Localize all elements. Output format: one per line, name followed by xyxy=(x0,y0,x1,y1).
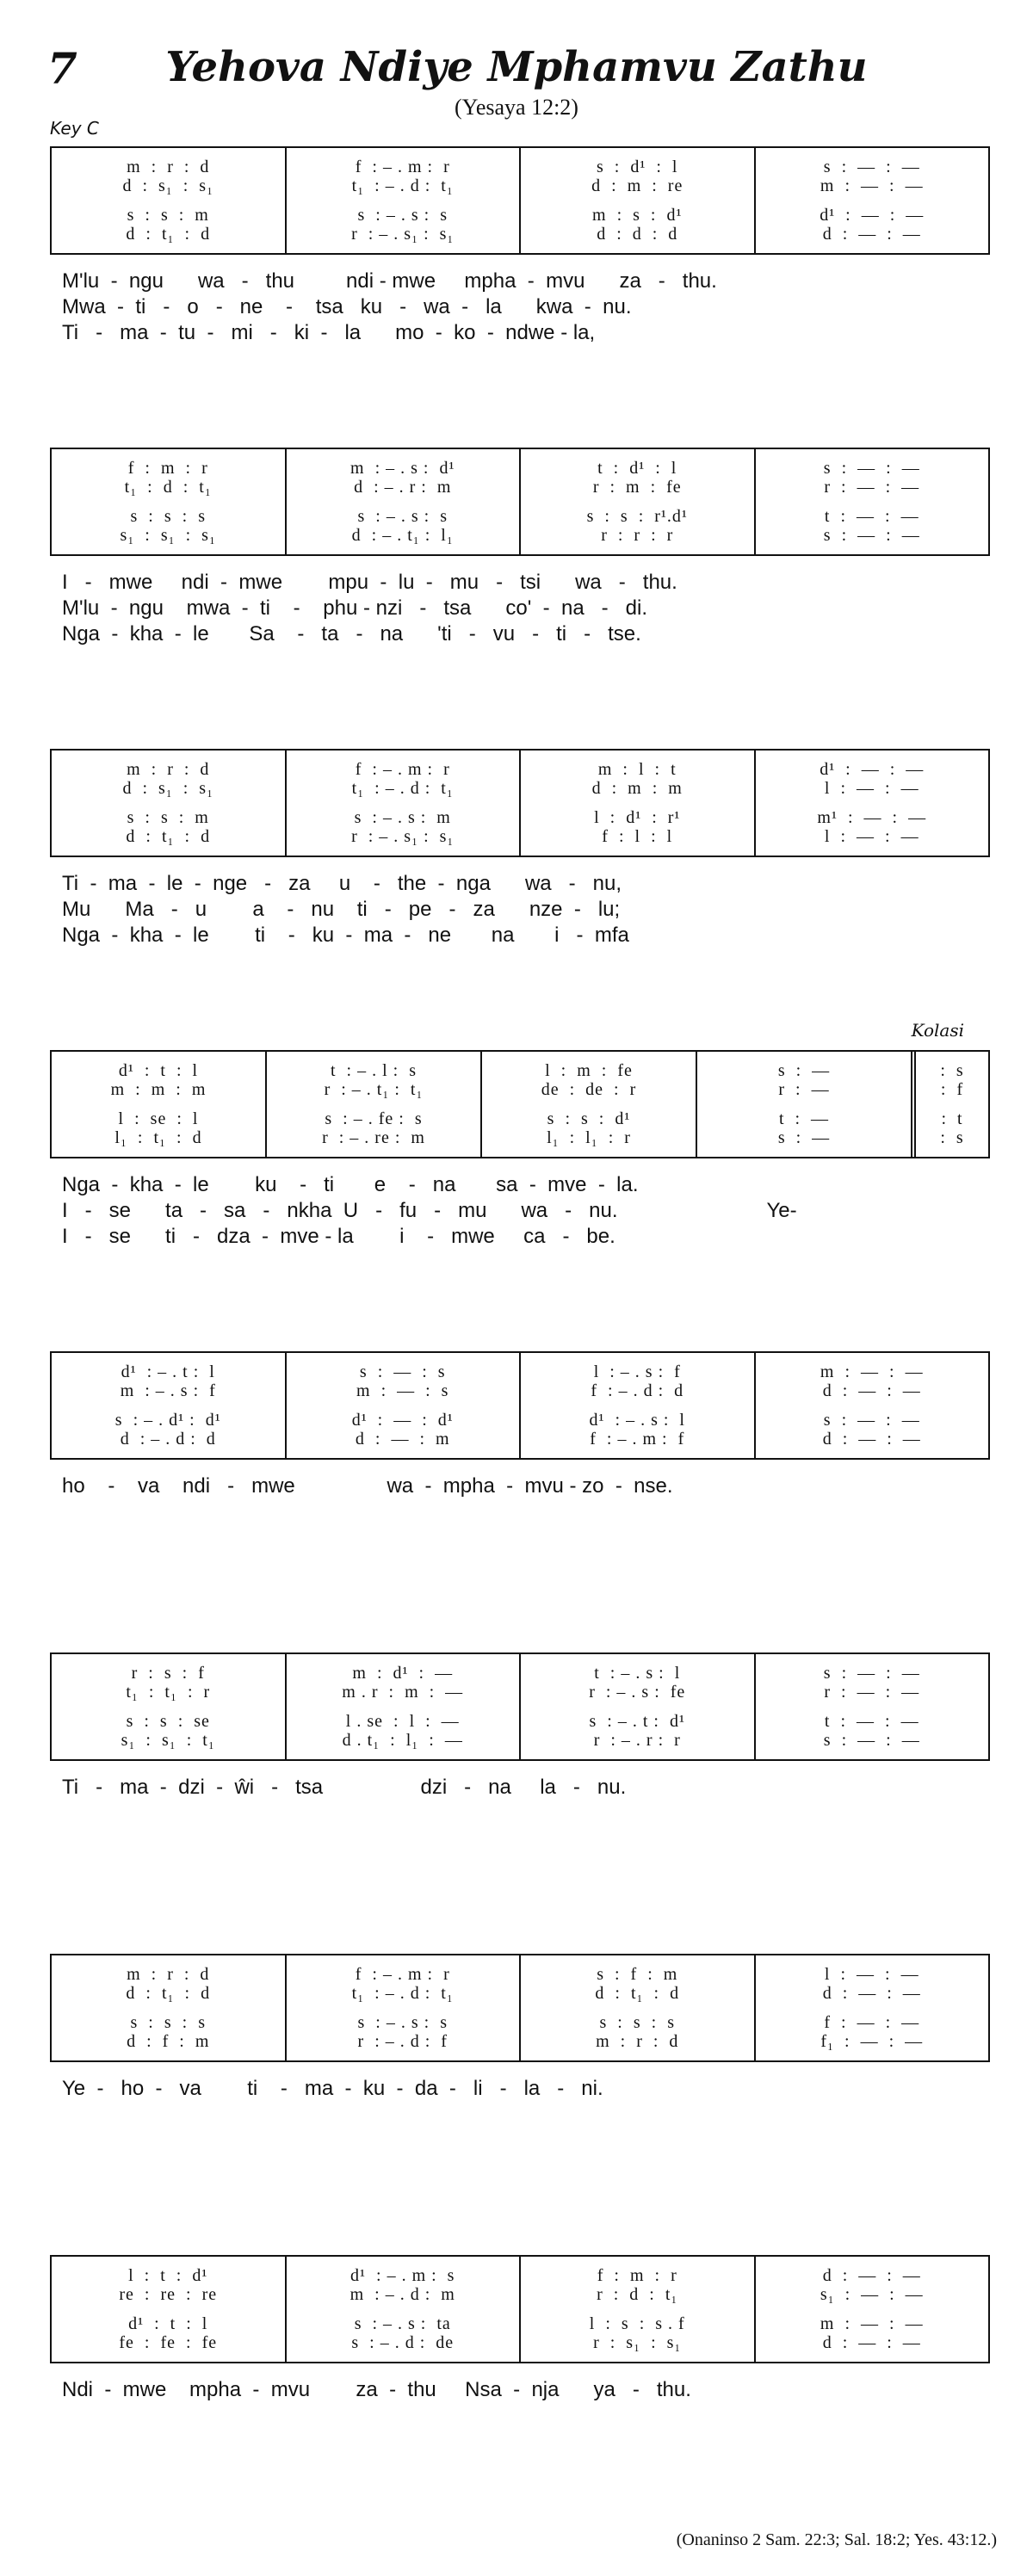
voice-row: l : t : d¹ xyxy=(128,2266,208,2285)
voice-row: s : – . s : m xyxy=(354,808,451,827)
voice-row: d : — : m xyxy=(355,1430,450,1449)
voice-row: s : s : s xyxy=(130,2013,206,2032)
voice-row: m : – . s : d¹ xyxy=(350,459,455,478)
voice-row: r : – . s₁ : s₁ xyxy=(351,225,455,244)
voice-row: l : m : fe xyxy=(545,1061,633,1080)
voice-row: d : t₁ : d xyxy=(595,1984,680,2003)
voice-row: m : r : d xyxy=(127,1965,210,1984)
voice-row: fe : fe : fe xyxy=(119,2333,218,2352)
voice-row: f : – . m : f xyxy=(590,1430,685,1449)
voice-row: s : s : m xyxy=(127,206,209,225)
voice-row: s : – . s : s xyxy=(357,507,448,526)
measure xyxy=(52,1955,285,2060)
lyric-line: Ye - ho - va ti - ma - ku - da - li - la - ni. xyxy=(62,2077,603,2100)
voice-row: d : m : m xyxy=(591,779,683,798)
voice-row: r : m : fe xyxy=(592,478,682,497)
voice-row: m : – . d : m xyxy=(349,2285,455,2304)
lyric-line: Ndi - mwe mpha - mvu za - thu Nsa - nja ya - thu. xyxy=(62,2378,691,2401)
voice-row: t : — xyxy=(778,1109,830,1128)
lyric-line: Nga - kha - le ti - ku - ma - ne na i - mfa xyxy=(62,924,629,947)
music-system xyxy=(50,1954,990,2102)
voice-row: d¹ : – . s : l xyxy=(589,1411,685,1430)
measure xyxy=(754,1654,989,1759)
voice-row: : t xyxy=(941,1109,963,1128)
music-system xyxy=(50,448,990,647)
lyric-line: Nga - kha - le Sa - ta - na 'ti - vu - ti - tse. xyxy=(62,622,641,646)
voice-row: l : s : s . f xyxy=(589,2314,685,2333)
voice-row: de : de : r xyxy=(541,1080,637,1099)
measure xyxy=(52,2257,285,2362)
measure xyxy=(519,148,754,253)
voice-row: f : – . m : r xyxy=(355,760,450,779)
music-system xyxy=(50,146,990,346)
measure xyxy=(754,148,989,253)
hymn-title: Yehova Ndiye Mphamvu Zathu xyxy=(165,43,868,91)
measure xyxy=(696,1052,911,1157)
voice-row: r : s₁ : s₁ xyxy=(593,2333,682,2352)
solfa-staff xyxy=(50,448,990,556)
voice-row: t : – . l : s xyxy=(330,1061,417,1080)
voice-row: s : – . s : s xyxy=(357,2013,448,2032)
voice-row: f : – . d : d xyxy=(591,1381,684,1400)
music-system xyxy=(50,1652,990,1801)
voice-row: d : t₁ : d xyxy=(126,1984,211,2003)
voice-row: f : — : — xyxy=(824,2013,920,2032)
voice-row: s : s : se xyxy=(126,1712,210,1731)
lyric-line: I - se ti - dza - mve - la i - mwe ca - be. xyxy=(62,1225,615,1248)
voice-row: d : – . r : m xyxy=(354,478,452,497)
measure xyxy=(519,1654,754,1759)
voice-row: : f xyxy=(940,1080,964,1099)
lyric-line: Mu Ma - u a - nu ti - pe - za nze - lu; xyxy=(62,898,621,921)
lyric-line: I - mwe ndi - mwe mpu - lu - mu - tsi wa - thu. xyxy=(62,571,677,594)
voice-row: r : r : r xyxy=(601,526,674,545)
voice-row: s : — xyxy=(777,1128,831,1147)
lyric-line: ho - va ndi - mwe wa - mpha - mvu - zo - nse. xyxy=(62,1474,673,1498)
voice-row: s : – . d¹ : d¹ xyxy=(114,1411,221,1430)
voice-row: d : — : — xyxy=(822,2333,921,2352)
measure xyxy=(285,1955,520,2060)
music-system xyxy=(50,749,990,948)
voice-row: s : d¹ : l xyxy=(597,158,678,176)
measure xyxy=(52,1654,285,1759)
lyrics-block xyxy=(50,570,990,647)
page-header xyxy=(0,0,1033,146)
voice-row: s₁ : s₁ : t₁ xyxy=(121,1731,215,1750)
voice-row: d¹ : — : d¹ xyxy=(351,1411,454,1430)
voice-row: m : s : d¹ xyxy=(592,206,683,225)
voice-row: m¹ : — : — xyxy=(817,808,927,827)
measure xyxy=(52,449,285,554)
voice-row: d : — : — xyxy=(822,1381,921,1400)
voice-row: s : – . d : de xyxy=(351,2333,455,2352)
voice-row: r : — : — xyxy=(824,478,920,497)
voice-row: d : f : m xyxy=(127,2032,210,2051)
voice-row: r : — : — xyxy=(824,1683,920,1702)
voice-row: : s xyxy=(940,1128,964,1147)
measure xyxy=(52,1052,265,1157)
voice-row: l : d¹ : r¹ xyxy=(594,808,681,827)
lyrics-block xyxy=(50,1172,990,1250)
solfa-staff xyxy=(50,146,990,255)
voice-row: s : — xyxy=(777,1061,831,1080)
voice-row: d¹ : – . m : s xyxy=(350,2266,455,2285)
voice-row: m : l : t xyxy=(597,760,677,779)
voice-row: t : – . s : l xyxy=(594,1664,681,1683)
voice-row: s : s : s xyxy=(130,507,206,526)
measure xyxy=(519,1353,754,1458)
voice-row: m : — : s xyxy=(356,1381,449,1400)
voice-row: d¹ : — : — xyxy=(820,760,925,779)
voice-row: d . t₁ : l₁ : — xyxy=(342,1731,463,1750)
hymn-number: 7 xyxy=(47,43,77,94)
voice-row: l₁ : t₁ : d xyxy=(114,1128,202,1147)
voice-row: d : m : re xyxy=(591,176,684,195)
measure xyxy=(52,751,285,856)
voice-row: t₁ : t₁ : r xyxy=(126,1683,211,1702)
voice-row: r : – . d : f xyxy=(357,2032,448,2051)
voice-row: d¹ : t : l xyxy=(128,2314,208,2333)
voice-row: l : — : — xyxy=(824,827,919,846)
voice-row: l : — : — xyxy=(824,779,919,798)
voice-row: t : d¹ : l xyxy=(597,459,677,478)
voice-row: s : f : m xyxy=(597,1965,678,1984)
voice-row: r : s : f xyxy=(131,1664,205,1683)
voice-row: l . se : l : — xyxy=(345,1712,460,1731)
voice-row: s : — : — xyxy=(823,1411,920,1430)
voice-row: s : — : — xyxy=(823,459,920,478)
solfa-staff xyxy=(50,1050,990,1158)
voice-row: t₁ : – . d : t₁ xyxy=(351,779,454,798)
music-system xyxy=(50,1351,990,1499)
voice-row: r : – . r : r xyxy=(593,1731,681,1750)
voice-row: f : m : r xyxy=(597,2266,677,2285)
measure xyxy=(285,751,520,856)
voice-row: d¹ : — : — xyxy=(820,206,925,225)
measure xyxy=(754,449,989,554)
voice-row: d : — : — xyxy=(822,1430,921,1449)
voice-row: d¹ : – . t : l xyxy=(121,1362,215,1381)
solfa-staff xyxy=(50,1954,990,2062)
music-system xyxy=(50,2255,990,2403)
footer-references: (Onaninso 2 Sam. 22:3; Sal. 18:2; Yes. 43:12.) xyxy=(676,2530,997,2549)
measure xyxy=(285,449,520,554)
voice-row: f : m : r xyxy=(127,459,208,478)
lyric-line: Mwa - ti - o - ne - tsa ku - wa - la kwa - nu. xyxy=(62,295,632,318)
voice-row: s : – . t : d¹ xyxy=(589,1712,685,1731)
voice-row: d : — : — xyxy=(822,2266,921,2285)
measure xyxy=(519,751,754,856)
voice-row: re : re : re xyxy=(119,2285,218,2304)
measure xyxy=(265,1052,480,1157)
voice-row: r : – . s : fe xyxy=(589,1683,686,1702)
voice-row: d : d : d xyxy=(597,225,678,244)
voice-row: s : — : — xyxy=(823,526,920,545)
voice-row: m . r : m : — xyxy=(342,1683,464,1702)
voice-row: d : s₁ : s₁ xyxy=(122,176,214,195)
voice-row: d : – . d : d xyxy=(120,1430,216,1449)
voice-row: s₁ : s₁ : s₁ xyxy=(120,526,216,545)
voice-row: t₁ : – . d : t₁ xyxy=(351,176,454,195)
voice-row: l : se : l xyxy=(118,1109,199,1128)
voice-row: l : – . s : f xyxy=(593,1362,681,1381)
voice-row: r : – . s₁ : s₁ xyxy=(351,827,455,846)
kolasi-label: Kolasi xyxy=(911,1020,964,1041)
voice-row: f : – . m : r xyxy=(355,1965,450,1984)
voice-row: s₁ : — : — xyxy=(820,2285,924,2304)
music-system xyxy=(50,1050,990,1250)
measure xyxy=(519,2257,754,2362)
measure xyxy=(754,1353,989,1458)
measure xyxy=(754,1955,989,2060)
measure xyxy=(285,2257,520,2362)
voice-row: m : — : — xyxy=(820,176,924,195)
measure xyxy=(52,1353,285,1458)
lyrics-block xyxy=(50,1473,990,1499)
voice-row: s : – . fe : s xyxy=(325,1109,423,1128)
voice-row: s : — : — xyxy=(823,1731,920,1750)
measure xyxy=(285,148,520,253)
lyrics-block xyxy=(50,1775,990,1801)
voice-row: d : t₁ : d xyxy=(126,225,211,244)
lyrics-block xyxy=(50,871,990,948)
voice-row: d : s₁ : s₁ xyxy=(122,779,214,798)
voice-row: : s xyxy=(940,1061,964,1080)
solfa-staff xyxy=(50,749,990,857)
measure xyxy=(285,1654,520,1759)
lyric-line: Ti - ma - dzi - ŵi - tsa dzi - na la - nu. xyxy=(62,1776,627,1799)
solfa-staff xyxy=(50,1351,990,1460)
measure xyxy=(754,751,989,856)
lyric-line: M'lu - ngu mwa - ti - phu - nzi - tsa co' - na - di. xyxy=(62,596,648,620)
voice-row: d¹ : t : l xyxy=(118,1061,199,1080)
voice-row: d : — : — xyxy=(822,1984,921,2003)
lyric-line: I - se ta - sa - nkha U - fu - mu wa - nu. Ye- xyxy=(62,1199,797,1222)
voice-row: s : s : m xyxy=(127,808,209,827)
voice-row: m : r : d xyxy=(127,760,210,779)
voice-row: f : – . m : r xyxy=(355,158,450,176)
voice-row: t₁ : d : t₁ xyxy=(124,478,212,497)
voice-row: r : d : t₁ xyxy=(597,2285,678,2304)
voice-row: s : s : r¹.d¹ xyxy=(586,507,688,526)
measure xyxy=(285,1353,520,1458)
solfa-staff xyxy=(50,1652,990,1761)
voice-row: d : t₁ : d xyxy=(126,827,211,846)
voice-row: s : — : — xyxy=(823,158,920,176)
voice-row: s : — : — xyxy=(823,1664,920,1683)
voice-row: m : – . s : f xyxy=(120,1381,216,1400)
measure xyxy=(519,1955,754,2060)
voice-row: m : — : — xyxy=(820,1362,924,1381)
voice-row: m : r : d xyxy=(127,158,210,176)
voice-row: s : s : s xyxy=(599,2013,675,2032)
voice-row: t : — : — xyxy=(824,1712,919,1731)
voice-row: l : — : — xyxy=(824,1965,919,1984)
voice-row: m : r : d xyxy=(596,2032,679,2051)
voice-row: s : — : s xyxy=(359,1362,446,1381)
measure xyxy=(754,2257,989,2362)
hymn-subtitle: (Yesaya 12:2) xyxy=(455,95,578,120)
voice-row: d : — : — xyxy=(822,225,921,244)
measure xyxy=(52,148,285,253)
solfa-staff xyxy=(50,2255,990,2363)
voice-row: t₁ : – . d : t₁ xyxy=(351,1984,454,2003)
lyrics-block xyxy=(50,2076,990,2102)
voice-row: s : – . s : s xyxy=(357,206,448,225)
voice-row: d : – . t₁ : l₁ xyxy=(351,526,454,545)
voice-row: f : l : l xyxy=(602,827,673,846)
voice-row: s : – . s : ta xyxy=(354,2314,451,2333)
lyrics-block xyxy=(50,269,990,346)
voice-row: r : — xyxy=(778,1080,830,1099)
voice-row: t : — : — xyxy=(824,507,919,526)
voice-row: m : d¹ : — xyxy=(352,1664,454,1683)
measure xyxy=(911,1052,988,1157)
lyric-line: Ti - ma - tu - mi - ki - la mo - ko - ndwe - la, xyxy=(62,321,596,344)
measure xyxy=(480,1052,696,1157)
lyric-line: M'lu - ngu wa - thu ndi - mwe mpha - mvu za - thu. xyxy=(62,269,717,293)
voice-row: r : – . re : m xyxy=(322,1128,425,1147)
key-label: Key C xyxy=(50,118,99,139)
voice-row: m : m : m xyxy=(110,1080,207,1099)
lyrics-block xyxy=(50,2377,990,2403)
lyric-line: Ti - ma - le - nge - za u - the - nga wa - nu, xyxy=(62,872,622,895)
lyric-line: Nga - kha - le ku - ti e - na sa - mve - la. xyxy=(62,1173,639,1196)
voice-row: l₁ : l₁ : r xyxy=(547,1128,631,1147)
voice-row: r : – . t₁ : t₁ xyxy=(324,1080,424,1099)
voice-row: m : — : — xyxy=(820,2314,924,2333)
voice-row: f₁ : — : — xyxy=(820,2032,924,2051)
measure xyxy=(519,449,754,554)
voice-row: s : s : d¹ xyxy=(547,1109,631,1128)
